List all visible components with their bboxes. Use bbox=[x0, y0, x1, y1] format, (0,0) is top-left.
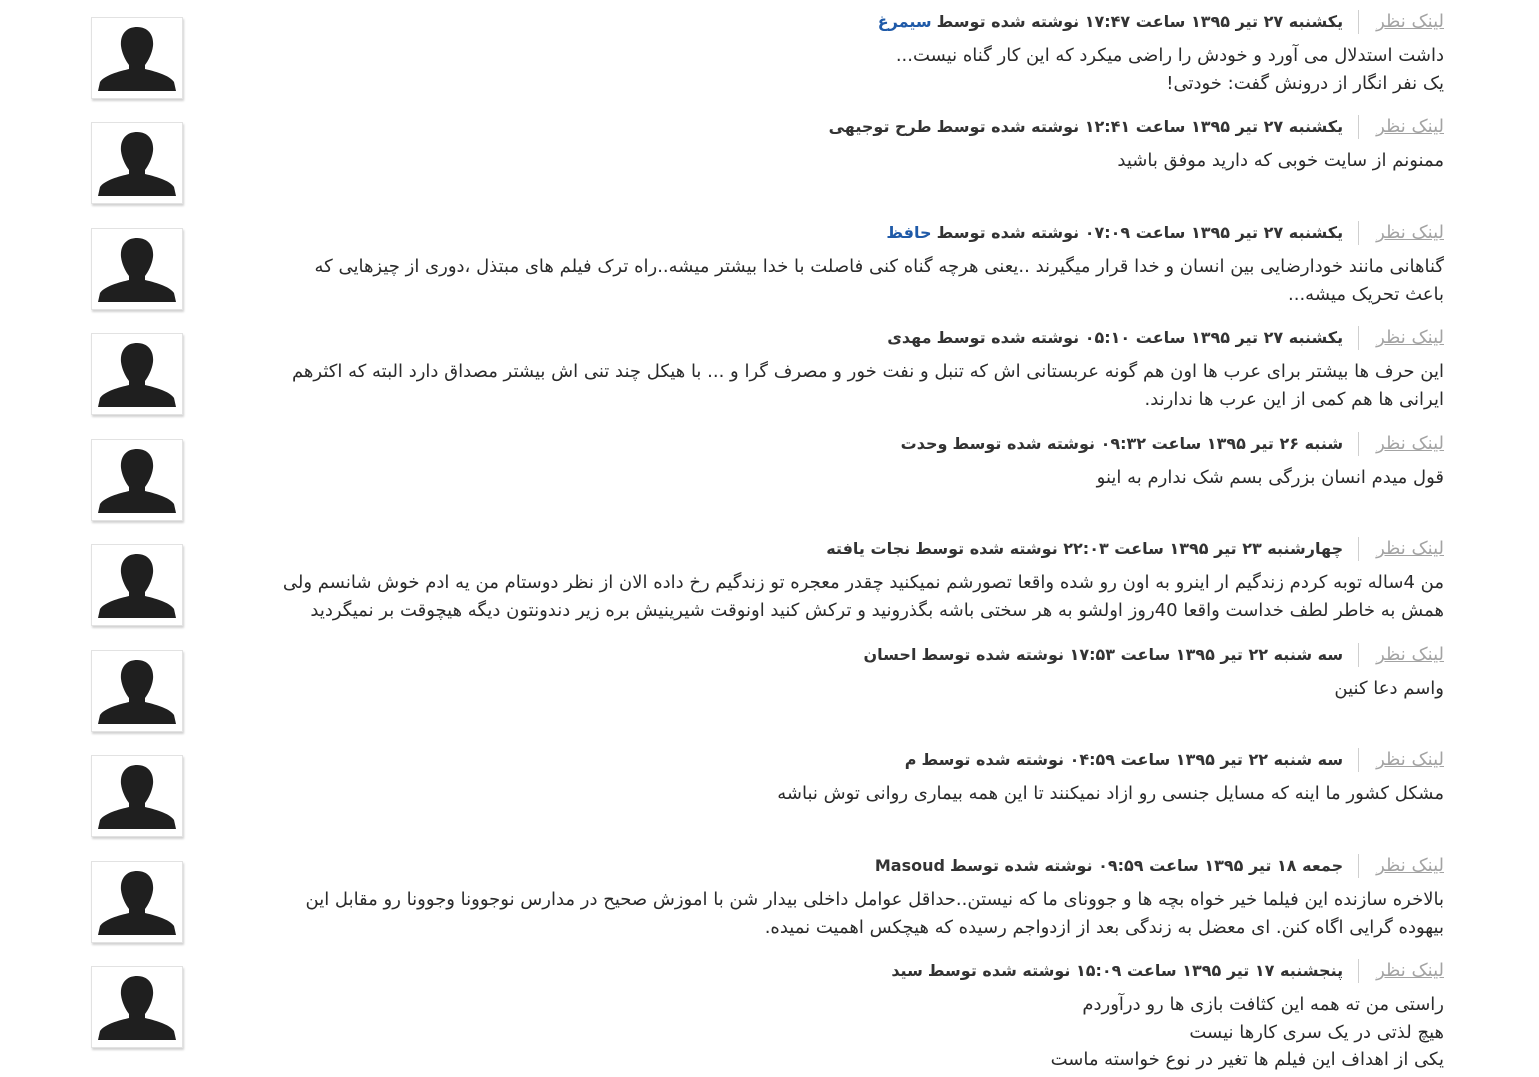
user-silhouette-icon bbox=[96, 235, 178, 305]
comment-date: شنبه ۲۶ تیر ۱۳۹۵ ساعت ۰۹:۳۲ نوشته شده توسط bbox=[952, 434, 1344, 453]
comment-body bbox=[189, 675, 1444, 703]
comment-author[interactable]: حافظ bbox=[886, 223, 932, 242]
comment-body bbox=[189, 780, 1444, 808]
comment-item-2 bbox=[0, 105, 1539, 210]
avatar bbox=[91, 861, 183, 943]
comment-permalink[interactable]: لینک نظر bbox=[1358, 643, 1444, 667]
comment-item-5 bbox=[0, 422, 1539, 527]
comment-body bbox=[189, 42, 1444, 97]
comment-body bbox=[189, 569, 1444, 624]
comment-author: سید bbox=[891, 961, 923, 980]
comment-permalink[interactable]: لینک نظر bbox=[1358, 326, 1444, 350]
comment-meta bbox=[891, 959, 1444, 983]
comment-body bbox=[189, 464, 1444, 492]
comment-item-9 bbox=[0, 844, 1539, 949]
comment-text-line: این حرف ها بیشتر برای عرب ها اون هم گونه عربستانی اش که تنبل و نفت خور و مصرف گرا و ... با هیکل چند تنی اش بیشتر مصداق دارد البته که اکثرهم bbox=[291, 361, 1444, 382]
comment-permalink[interactable]: لینک نظر bbox=[1358, 115, 1444, 139]
user-silhouette-icon bbox=[96, 551, 178, 621]
comment-text-line: قول میدم انسان بزرگی بسم شک ندارم به اینو bbox=[1096, 467, 1444, 488]
user-silhouette-icon bbox=[96, 446, 178, 516]
comment-item-8 bbox=[0, 738, 1539, 843]
comment-meta bbox=[826, 537, 1444, 561]
comment-text-line: مشکل کشور ما اینه که مسایل جنسی رو ازاد نمیکنند تا این همه بیماری روانی توش نباشه bbox=[777, 783, 1444, 804]
comment-permalink[interactable]: لینک نظر bbox=[1358, 10, 1444, 34]
comment-author: مهدی bbox=[887, 328, 932, 347]
comment-author: نجات یافته bbox=[826, 539, 911, 558]
comment-date: یکشنبه ۲۷ تیر ۱۳۹۵ ساعت ۰۵:۱۰ نوشته شده توسط bbox=[936, 328, 1344, 347]
user-silhouette-icon bbox=[96, 340, 178, 410]
comment-text-line: داشت استدلال می آورد و خودش را راضی میکرد که این کار گناه نیست... bbox=[895, 45, 1444, 66]
comment-author: م bbox=[904, 750, 917, 769]
comment-meta bbox=[901, 432, 1444, 456]
avatar bbox=[91, 966, 183, 1048]
comment-body bbox=[189, 147, 1444, 175]
comment-text-line: همش به خاطر لطف خداست واقعا 40روز اولشو به هر سختی باشه بگذرونید و ترکش کنید اونوقت شیرینیش بره زیر دندونتون دیگه هیچوقت بر نمیگردید bbox=[310, 599, 1444, 621]
user-silhouette-icon bbox=[96, 129, 178, 199]
comment-date: سه شنبه ۲۲ تیر ۱۳۹۵ ساعت ۰۴:۵۹ نوشته شده توسط bbox=[921, 750, 1344, 769]
comment-permalink[interactable]: لینک نظر bbox=[1358, 748, 1444, 772]
avatar bbox=[91, 650, 183, 732]
comment-item-1 bbox=[0, 0, 1539, 105]
comment-text-line: هیچ لذتی در یک سری کارها نیست bbox=[1189, 1021, 1444, 1043]
comment-text-line: یک نفر انگار از درونش گفت: خودتی! bbox=[1166, 72, 1444, 94]
comment-item-6 bbox=[0, 527, 1539, 632]
comment-permalink[interactable]: لینک نظر bbox=[1358, 432, 1444, 456]
comment-text-line: واسم دعا کنین bbox=[1334, 678, 1444, 699]
comment-author: Masoud bbox=[874, 856, 945, 875]
user-silhouette-icon bbox=[96, 762, 178, 832]
comment-meta bbox=[905, 748, 1444, 772]
user-silhouette-icon bbox=[96, 973, 178, 1043]
user-silhouette-icon bbox=[96, 657, 178, 727]
comment-date: جمعه ۱۸ تیر ۱۳۹۵ ساعت ۰۹:۵۹ نوشته شده توسط bbox=[950, 856, 1344, 875]
comment-text-line: یکی از اهداف این فیلم ها تغیر در نوع خواسته ماست bbox=[1050, 1049, 1444, 1070]
comment-permalink[interactable]: لینک نظر bbox=[1358, 959, 1444, 983]
comment-author: وحدت bbox=[900, 434, 948, 453]
comment-meta bbox=[878, 10, 1444, 34]
comment-body bbox=[189, 253, 1444, 308]
comment-body bbox=[189, 886, 1444, 941]
user-silhouette-icon bbox=[96, 868, 178, 938]
comment-date: سه شنبه ۲۲ تیر ۱۳۹۵ ساعت ۱۷:۵۳ نوشته شده توسط bbox=[921, 645, 1344, 664]
comment-meta bbox=[887, 326, 1444, 350]
comment-date: یکشنبه ۲۷ تیر ۱۳۹۵ ساعت ۰۷:۰۹ نوشته شده توسط bbox=[936, 223, 1344, 242]
comment-text-line: ایرانی ها هم کمی از این عرب ها ندارند. bbox=[1144, 388, 1444, 410]
avatar bbox=[91, 755, 183, 837]
comment-text-line: ممنونم از سایت خوبی که دارید موفق باشید bbox=[1117, 150, 1444, 171]
avatar bbox=[91, 228, 183, 310]
comment-author: طرح توجیهی bbox=[828, 117, 932, 136]
comment-date: پنجشنبه ۱۷ تیر ۱۳۹۵ ساعت ۱۵:۰۹ نوشته شده توسط bbox=[927, 961, 1344, 980]
comment-item-10 bbox=[0, 949, 1539, 1070]
comment-date: چهارشنبه ۲۳ تیر ۱۳۹۵ ساعت ۲۲:۰۳ نوشته شده توسط bbox=[915, 539, 1344, 558]
comment-meta bbox=[886, 221, 1444, 245]
comment-author: احسان bbox=[863, 645, 917, 664]
avatar bbox=[91, 333, 183, 415]
avatar bbox=[91, 544, 183, 626]
comment-date: یکشنبه ۲۷ تیر ۱۳۹۵ ساعت ۱۲:۴۱ نوشته شده توسط bbox=[936, 117, 1344, 136]
comment-body bbox=[189, 991, 1444, 1074]
comment-text-line: بالاخره سازنده این فیلما خیر خواه بچه ها و جوونای ما که نیستن..حداقل عوامل داخلی بیدار شن با اموزش صحیح در مدارس نوجوونا وجوونا رو مقابل این bbox=[305, 889, 1444, 910]
comment-meta bbox=[863, 643, 1444, 667]
avatar bbox=[91, 17, 183, 99]
comment-item-7 bbox=[0, 633, 1539, 738]
comment-item-3 bbox=[0, 211, 1539, 316]
comment-text-line: بیهوده گرایی اگاه کنن. ای معضل به زندگی بعد از ازدواجم رسیده که هیچکس اهمیت نمیده. bbox=[764, 916, 1444, 938]
comment-body bbox=[189, 358, 1444, 413]
comment-text-line: من 4ساله توبه کردم زندگیم ار اینرو به اون رو شده واقعا تصورشم نمیکنید چقدر معجره تو زندگیم رخ داده الان از نظر دوستام من یه ادم خوش شانسم ولی bbox=[282, 572, 1444, 593]
comment-meta bbox=[829, 115, 1444, 139]
comment-meta bbox=[875, 854, 1444, 878]
comment-permalink[interactable]: لینک نظر bbox=[1358, 537, 1444, 561]
comment-item-4 bbox=[0, 316, 1539, 421]
comment-permalink[interactable]: لینک نظر bbox=[1358, 854, 1444, 878]
user-silhouette-icon bbox=[96, 24, 178, 94]
comment-date: یکشنبه ۲۷ تیر ۱۳۹۵ ساعت ۱۷:۴۷ نوشته شده توسط bbox=[936, 12, 1344, 31]
avatar bbox=[91, 439, 183, 521]
comment-text-line: گناهانی مانند خودارضایی بین انسان و خدا قرار میگیرند ..یعنی هرچه گناه کنی فاصلت با خدا بیشتر میشه..راه ترک فیلم های مبتذل ،دوری از چیزهایی که bbox=[314, 256, 1444, 277]
comment-text-line: باعث تحریک میشه... bbox=[1288, 283, 1444, 305]
comment-text-line: راستی من ته همه این کثافت بازی ها رو درآوردم bbox=[1082, 994, 1444, 1015]
avatar bbox=[91, 122, 183, 204]
comment-permalink[interactable]: لینک نظر bbox=[1358, 221, 1444, 245]
comment-author[interactable]: سیمرغ bbox=[877, 12, 932, 31]
